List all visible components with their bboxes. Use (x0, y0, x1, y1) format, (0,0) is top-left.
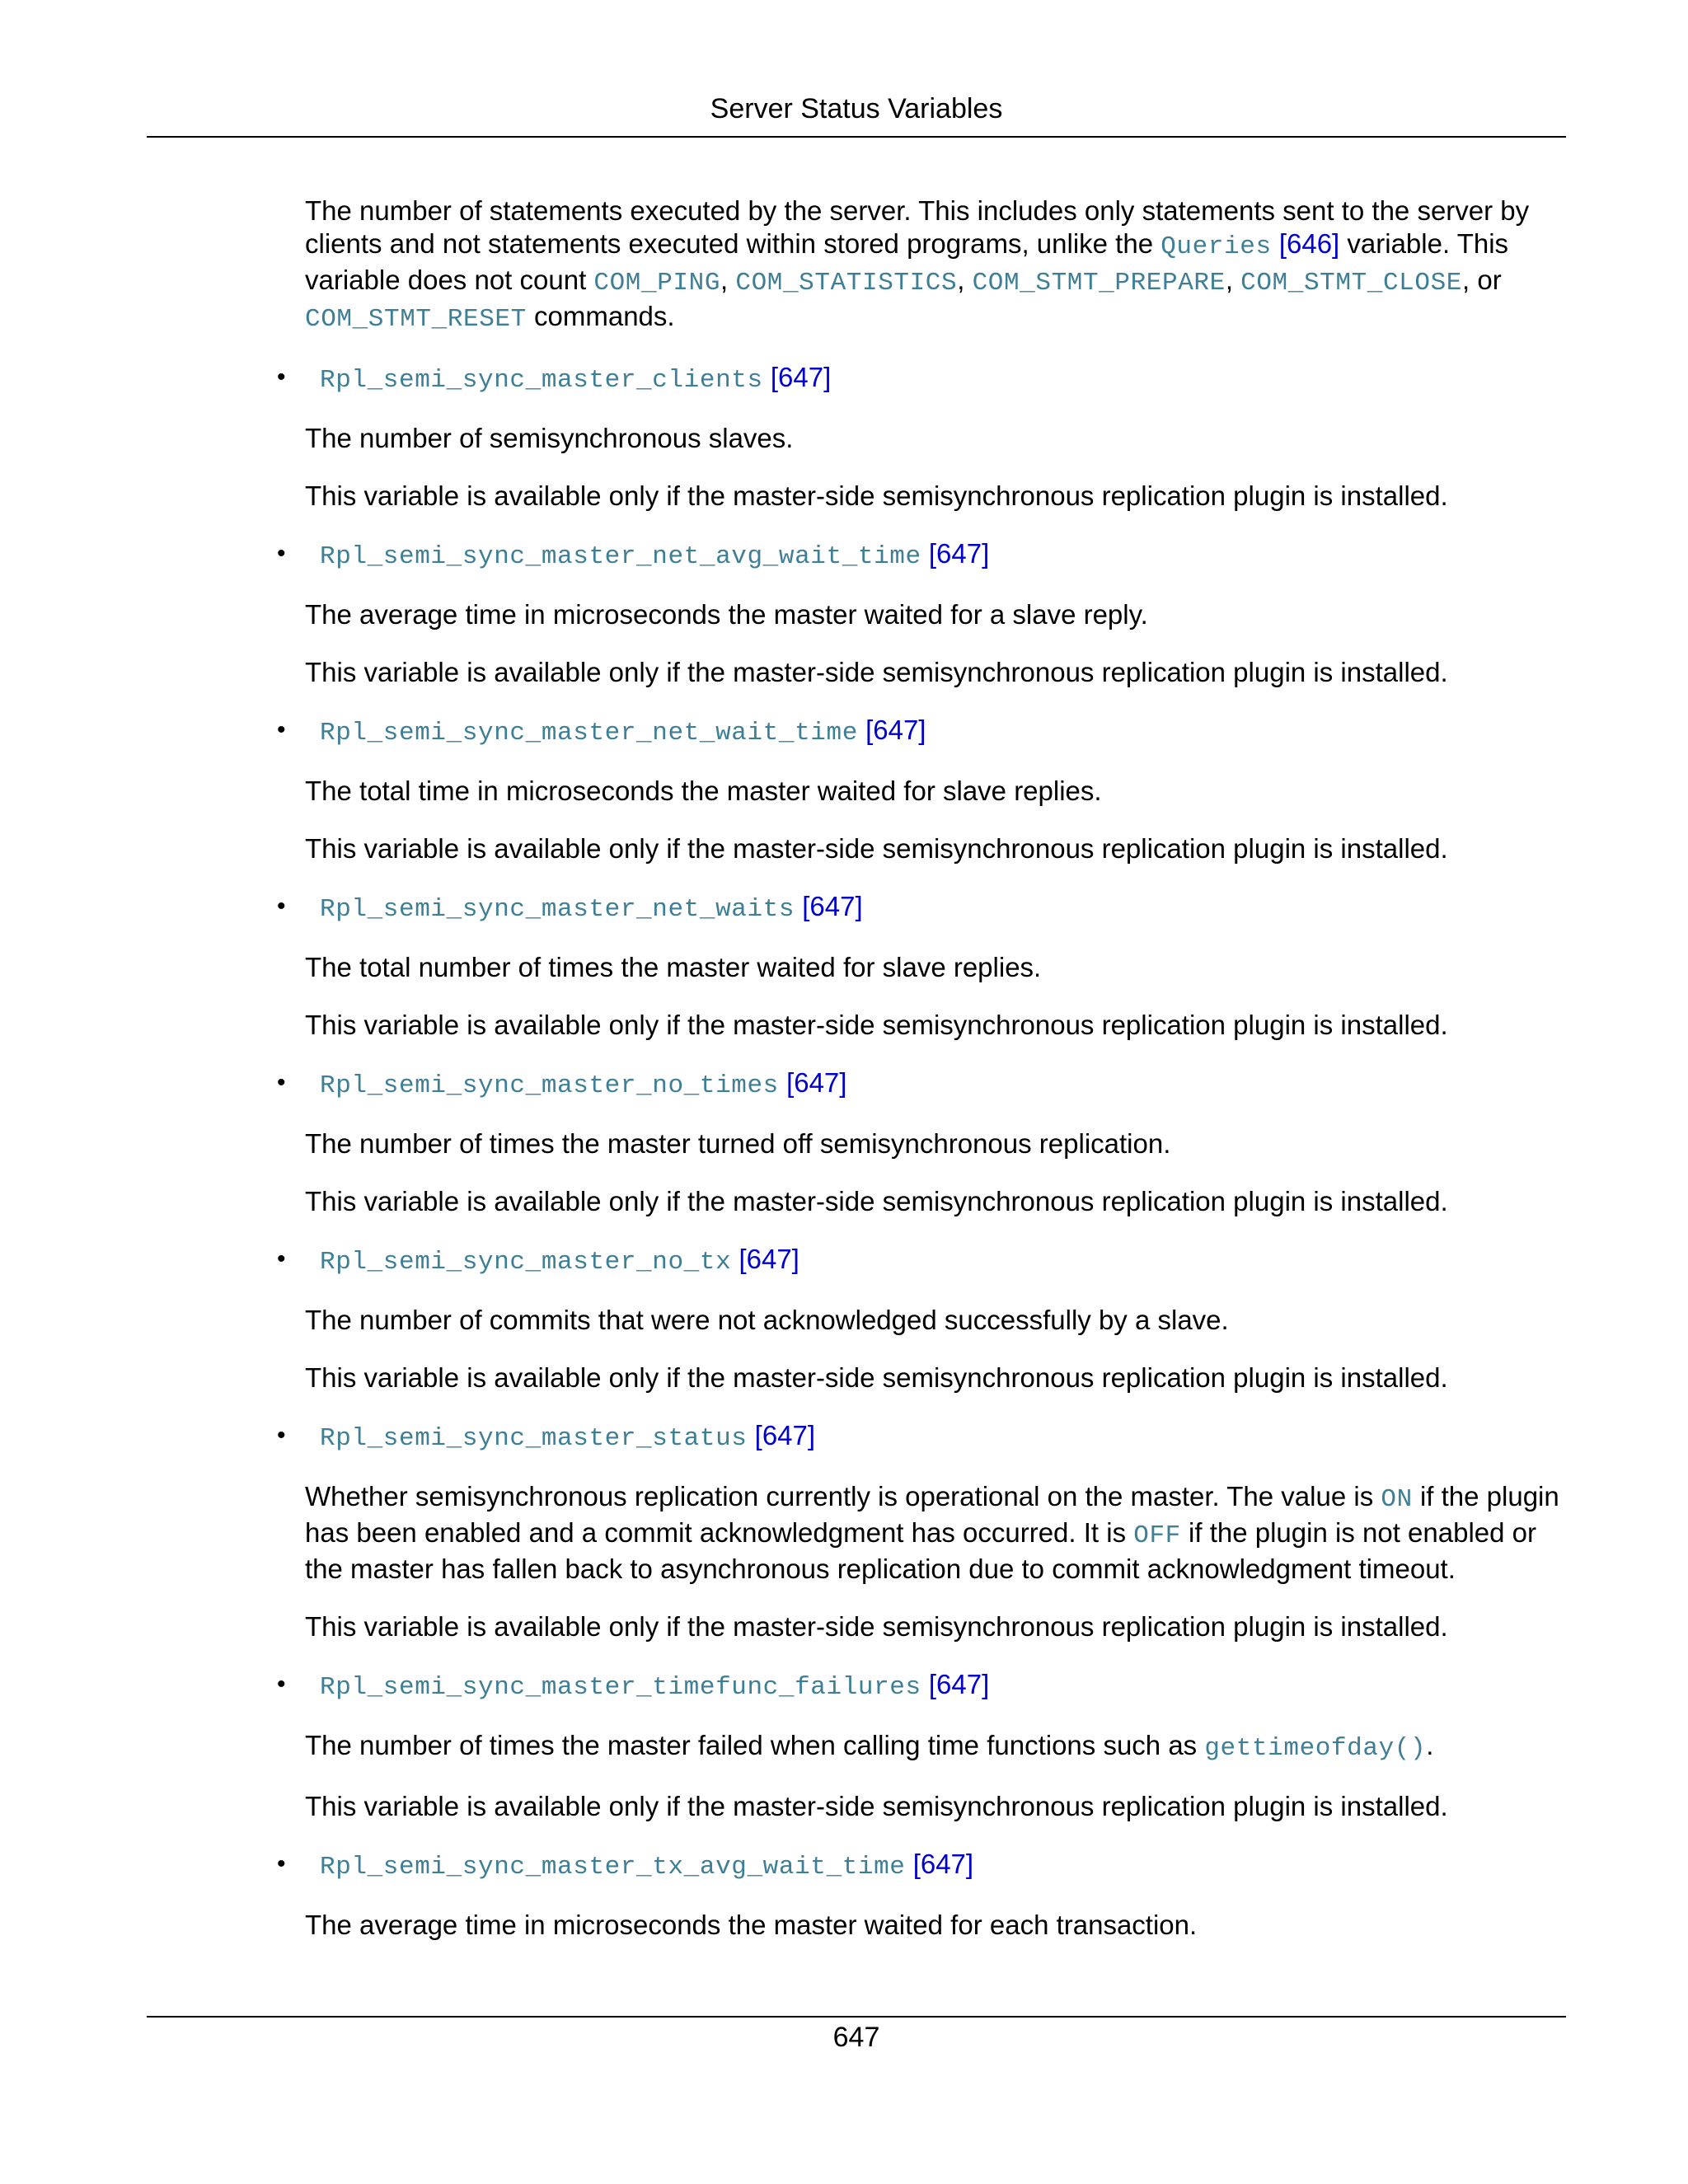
com-ping-code[interactable]: COM_PING (593, 269, 721, 298)
variable-name-link[interactable]: Rpl_semi_sync_master_timefunc_failures (320, 1673, 921, 1702)
variable-name-link[interactable]: Rpl_semi_sync_master_net_wait_time (320, 719, 858, 748)
availability-note: This variable is available only if the master-side semisynchronous replication plugin is installed. (305, 1010, 1448, 1040)
queries-ref-link[interactable]: [646] (1278, 228, 1340, 259)
separator: , (1225, 265, 1241, 295)
bullet-icon: • (277, 1671, 286, 1698)
list-item-heading (277, 714, 1566, 750)
list-item-heading (277, 1668, 1566, 1704)
bullet-icon: • (277, 363, 286, 391)
item-description: The total number of times the master waited for slave replies. (305, 952, 1042, 982)
page-ref-link[interactable]: [647] (802, 891, 863, 921)
intro-paragraph (305, 194, 1566, 336)
availability-note: This variable is available only if the master-side semisynchronous replication plugin is installed. (305, 1611, 1448, 1642)
page-ref-link[interactable]: [647] (928, 1669, 990, 1699)
off-value-code[interactable]: OFF (1133, 1521, 1181, 1550)
availability-note: This variable is available only if the master-side semisynchronous replication plugin is installed. (305, 480, 1448, 511)
item-description: The total time in microseconds the master waited for slave replies. (305, 776, 1102, 806)
list-item-heading (277, 1848, 1566, 1884)
description-text: . (1426, 1730, 1434, 1760)
variable-name-link[interactable]: Rpl_semi_sync_master_no_tx (320, 1248, 732, 1277)
page-ref-link[interactable]: [647] (928, 538, 990, 569)
item-description (305, 1480, 1566, 1586)
list-item-heading (277, 1243, 1566, 1279)
page-number: 647 (832, 2022, 880, 2053)
item-description (305, 1729, 1566, 1765)
item-description: The average time in microseconds the master waited for a slave reply. (305, 599, 1148, 630)
bullet-icon: • (277, 540, 286, 567)
description-text: Whether semisynchronous replication currently is operational on the master. The value is (305, 1481, 1381, 1511)
description-text: The number of times the master failed when calling time functions such as (305, 1730, 1205, 1760)
list-item-heading (277, 1419, 1566, 1455)
page-ref-link[interactable]: [647] (786, 1067, 847, 1098)
bullet-icon: • (277, 1245, 286, 1272)
variable-name-link[interactable]: Rpl_semi_sync_master_net_waits (320, 895, 795, 924)
variable-name-link[interactable]: Rpl_semi_sync_master_no_times (320, 1071, 779, 1100)
intro-text-1: The number of statements executed by the server. This includes only statements sent to the server by clients and not statements executed within stored programs, unlike the (305, 195, 1530, 259)
bullet-icon: • (277, 893, 286, 920)
footer-rule (147, 2016, 1566, 2018)
variable-name-link[interactable]: Rpl_semi_sync_master_clients (320, 366, 763, 395)
intro-text-end: commands. (526, 301, 675, 331)
com-stmt-prepare-code[interactable]: COM_STMT_PREPARE (972, 269, 1226, 298)
gettimeofday-code[interactable]: gettimeofday() (1204, 1734, 1427, 1763)
com-statistics-code[interactable]: COM_STATISTICS (735, 269, 958, 298)
page-ref-link[interactable]: [647] (738, 1244, 799, 1274)
bullet-icon: • (277, 716, 286, 743)
page-ref-link[interactable]: [647] (912, 1849, 974, 1879)
intro-text-2: variable. This variable does not count (305, 228, 1509, 295)
com-stmt-close-code[interactable]: COM_STMT_CLOSE (1240, 269, 1462, 298)
variable-name-link[interactable]: Rpl_semi_sync_master_net_avg_wait_time (320, 542, 921, 571)
item-description: The number of times the master turned off semisynchronous replication. (305, 1128, 1171, 1159)
separator: , or (1462, 265, 1502, 295)
description-text: if the plugin is not enabled or the master has fallen back to asynchronous replication due to commit acknowledgment timeout. (305, 1517, 1536, 1584)
separator: , (957, 265, 973, 295)
item-description: The number of commits that were not acknowledged successfully by a slave. (305, 1305, 1229, 1335)
item-description: The number of semisynchronous slaves. (305, 423, 794, 453)
header-rule (147, 136, 1566, 138)
availability-note: This variable is available only if the master-side semisynchronous replication plugin is installed. (305, 1186, 1448, 1216)
list-item-heading (277, 537, 1566, 574)
availability-note: This variable is available only if the master-side semisynchronous replication plugin is installed. (305, 1791, 1448, 1821)
list-item-heading (277, 361, 1566, 397)
bullet-icon: • (277, 1422, 286, 1449)
page-ref-link[interactable]: [647] (770, 362, 832, 392)
availability-note: This variable is available only if the master-side semisynchronous replication plugin is installed. (305, 1362, 1448, 1393)
list-item-heading (277, 1066, 1566, 1103)
bullet-icon: • (277, 1069, 286, 1096)
variable-name-link[interactable]: Rpl_semi_sync_master_status (320, 1424, 748, 1453)
availability-note: This variable is available only if the master-side semisynchronous replication plugin is installed. (305, 833, 1448, 864)
page-ref-link[interactable]: [647] (754, 1420, 816, 1451)
queries-code[interactable]: Queries (1160, 232, 1272, 261)
page-ref-link[interactable]: [647] (865, 715, 926, 745)
description-text: if the plugin has been enabled and a commit acknowledgment has occurred. It is (305, 1481, 1559, 1548)
separator: , (720, 265, 736, 295)
bullet-icon: • (277, 1850, 286, 1877)
item-description: The average time in microseconds the master waited for each transaction. (305, 1910, 1198, 1940)
list-item-heading (277, 890, 1566, 926)
document-body (277, 194, 1566, 1942)
on-value-code[interactable]: ON (1381, 1485, 1413, 1514)
page-header-title: Server Status Variables (710, 93, 1003, 124)
availability-note: This variable is available only if the master-side semisynchronous replication plugin is installed. (305, 657, 1448, 687)
variable-name-link[interactable]: Rpl_semi_sync_master_tx_avg_wait_time (320, 1853, 906, 1882)
com-stmt-reset-code[interactable]: COM_STMT_RESET (305, 305, 527, 334)
